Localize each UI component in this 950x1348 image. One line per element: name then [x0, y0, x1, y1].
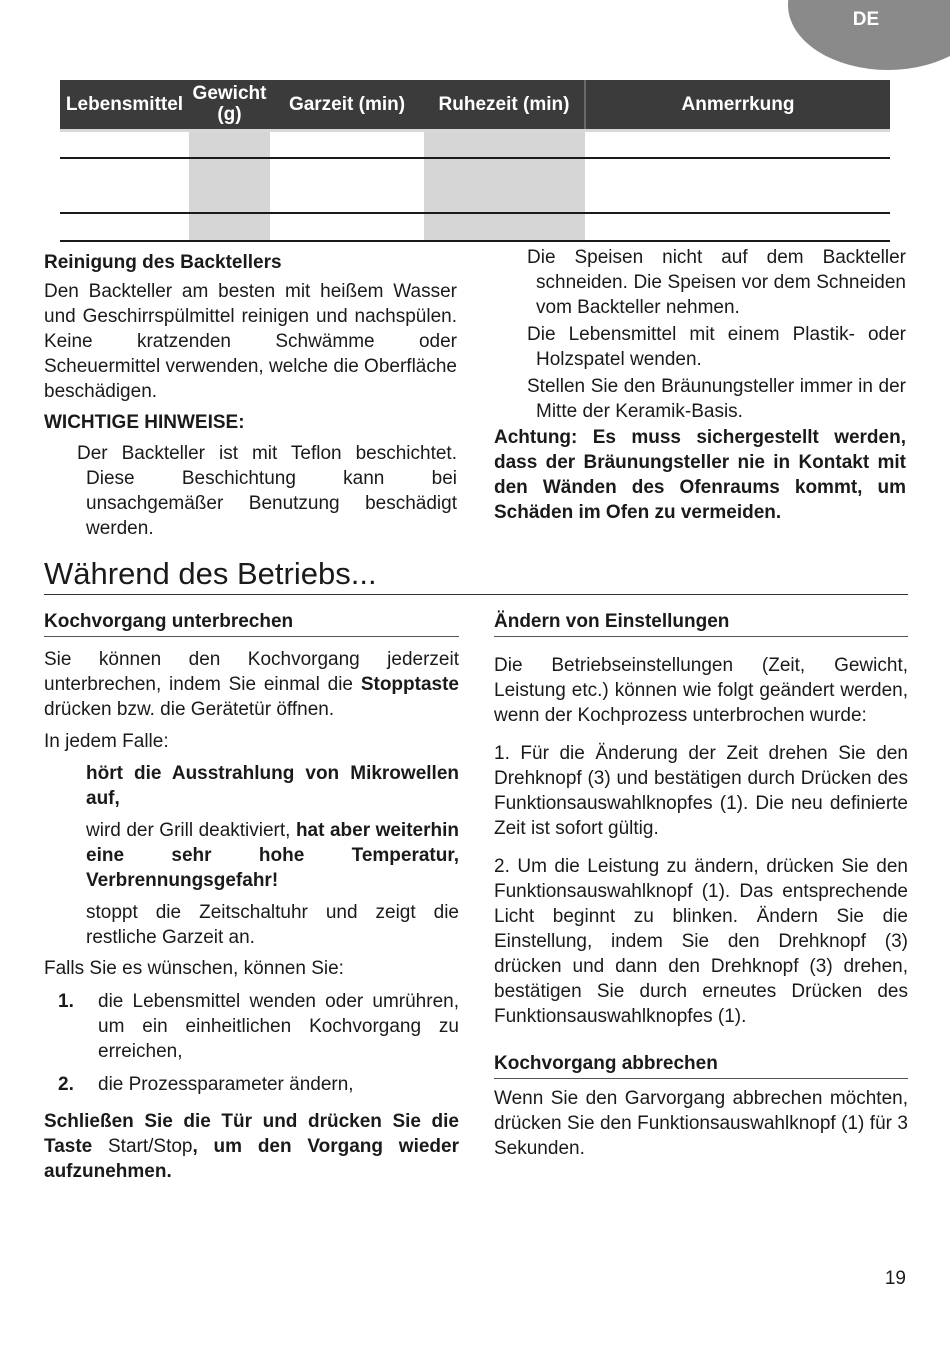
table-row	[60, 158, 890, 213]
interrupt-paragraph: Sie können den Kochvorgang jederzeit unterbrechen, indem Sie einmal die Stopptaste drücken bzw. die Gerätetür öffnen.	[44, 649, 459, 720]
warning-text: Achtung: Es muss sichergestellt werden, dass der Bräunungsteller nie in Kontakt mit den Wänden des Ofenraums kommt, um Schäden im Ofen zu vermeiden.	[494, 427, 906, 523]
teflon-note: Der Backteller ist mit Teflon beschichtet. Diese Beschichtung kann bei unsachgemäßer Benutzung beschädigt werden.	[77, 443, 457, 539]
microwave-stops-item: hört die Ausstrahlung von Mikrowellen auf,	[86, 763, 459, 809]
important-notes-heading: WICHTIGE HINWEISE:	[44, 412, 245, 433]
note-center: Stellen Sie den Bräunungsteller immer in der Mitte der Keramik-Basis.	[527, 376, 906, 422]
note-cutting: Die Speisen nicht auf dem Backteller schneiden. Die Speisen vor dem Schneiden vom Backteller nehmen.	[527, 247, 906, 318]
notes-right	[494, 245, 906, 525]
cleaning-heading: Reinigung des Backtellers	[44, 252, 282, 273]
settings-paragraph: Die Betriebseinstellungen (Zeit, Gewicht, Leistung etc.) können wie folgt geändert werden, wenn der Kochprozess unterbrochen wurde:	[494, 655, 908, 726]
cancel-heading: Kochvorgang abbrechen	[494, 1052, 908, 1079]
grill-deactivated-item: wird der Grill deaktiviert, hat aber weiterhin eine sehr hohe Temperatur, Verbrennungsgefahr!	[86, 820, 459, 891]
list-item: 2. die Prozessparameter ändern,	[58, 1074, 354, 1095]
section-divider	[44, 594, 908, 595]
in-any-case-text: In jedem Falle:	[44, 731, 169, 752]
interrupt-heading: Kochvorgang unterbrechen	[44, 610, 459, 637]
power-change-paragraph: 2. Um die Leistung zu ändern, drücken Sie den Funktionsauswahlknopf (1). Das entsprechende Licht beginnt zu blinken. Ändern Sie die Einstellung, indem Sie den Drehknopf (3) drücken und dann den Drehknopf (3) drehen, bestätigen Sie durch erneutes Drücken des Funktionsauswahlknopfes (1).	[494, 856, 908, 1027]
section-title: Während des Betriebs...	[44, 556, 377, 591]
resume-instruction: Schließen Sie die Tür und drücken Sie die Taste Start/Stop, um den Vorgang wieder aufzunehmen.	[44, 1111, 459, 1182]
timer-stops-item: stoppt die Zeitschaltuhr und zeigt die restliche Garzeit an.	[86, 902, 459, 948]
language-label: DE	[852, 9, 880, 30]
table-row	[60, 213, 890, 241]
header-anmerkung: Anmerrkung	[585, 80, 890, 130]
header-garzeit: Garzeit (min)	[270, 80, 424, 130]
cancel-paragraph: Wenn Sie den Garvorgang abbrechen möchten, drücken Sie den Funktionsauswahlknopf (1) für 3 Sekunden.	[494, 1088, 908, 1159]
note-spatula: Die Lebensmittel mit einem Plastik- oder Holzspatel wenden.	[527, 324, 906, 370]
settings-heading: Ändern von Einstellungen	[494, 610, 908, 637]
settings-section	[494, 610, 908, 1161]
page-number: 19	[884, 1268, 906, 1289]
options-intro: Falls Sie es wünschen, können Sie:	[44, 958, 344, 979]
header-gewicht: Gewicht (g)	[189, 80, 270, 130]
header-ruhezeit: Ruhezeit (min)	[424, 80, 585, 130]
interrupt-section	[44, 610, 459, 1184]
time-change-paragraph: 1. Für die Änderung der Zeit drehen Sie den Drehknopf (3) und bestätigen durch Drücken des Funktionsauswahlknopfes (1). Die neu definierte Zeit ist sofort gültig.	[494, 743, 908, 839]
food-table	[60, 80, 890, 242]
cleaning-paragraph: Den Backteller am besten mit heißem Wasser und Geschirrspülmittel reinigen und nachspülen. Keine kratzenden Schwämme oder Scheuermittel verwenden, welche die Oberfläche beschädigen.	[44, 281, 457, 402]
table-row	[60, 130, 890, 158]
table-header-row	[60, 80, 890, 130]
options-list	[44, 989, 459, 1097]
cleaning-section	[44, 250, 457, 541]
header-lebensmittel: Lebensmittel	[60, 80, 189, 130]
list-item: 1. die Lebensmittel wenden oder umrühren, um ein einheitlichen Kochvorgang zu erreichen,	[58, 991, 459, 1062]
